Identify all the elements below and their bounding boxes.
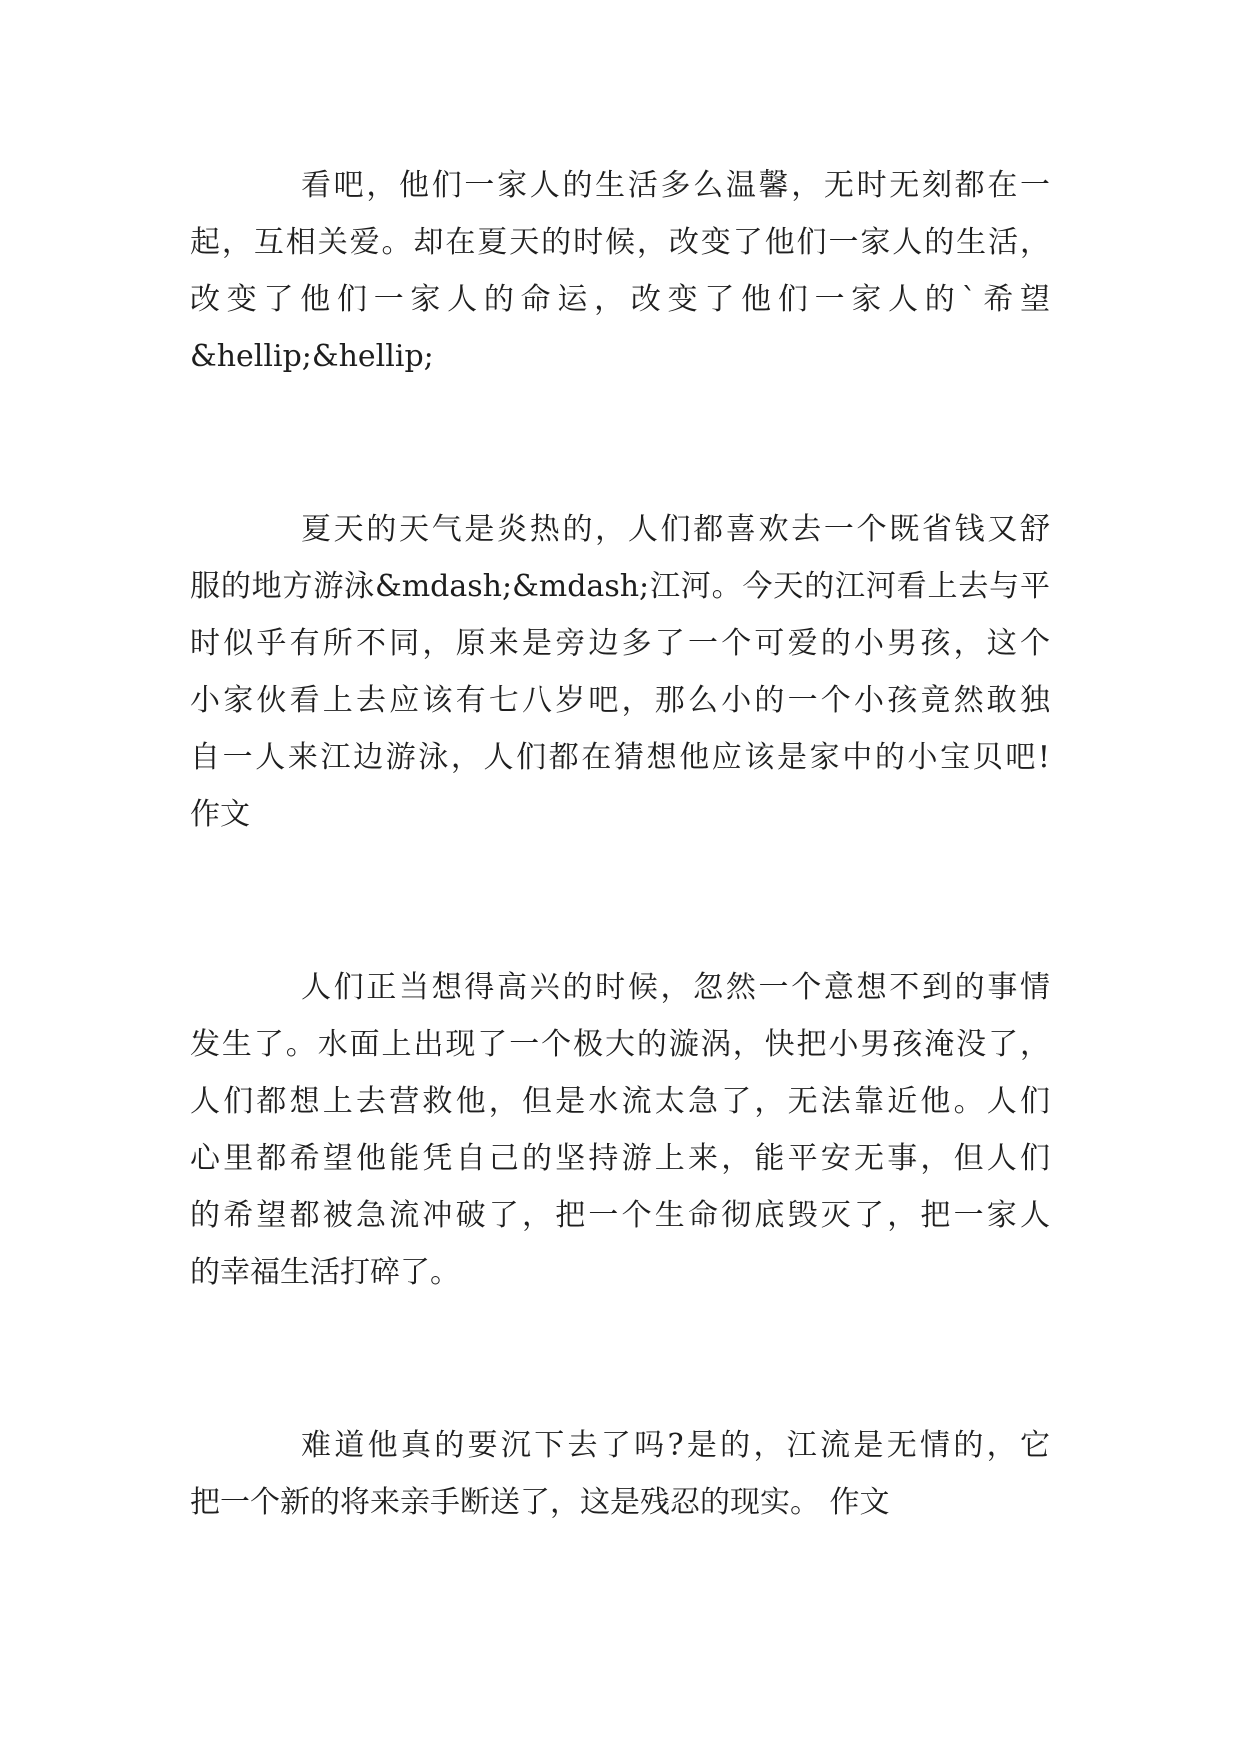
text-line: 夏天的天气是炎热的，人们都喜欢去一个既省钱又舒 <box>301 512 1050 547</box>
text-line: 的希望都被急流冲破了，把一个生命彻底毁灭了，把一家人 <box>190 1198 1050 1233</box>
text-line: 难道他真的要沉下去了吗?是的，江流是无情的，它 <box>301 1428 1050 1463</box>
text-line: 心里都希望他能凭自己的坚持游上来，能平安无事，但人们 <box>190 1141 1050 1176</box>
text-line: 人们都想上去营救他，但是水流太急了，无法靠近他。人们 <box>190 1084 1050 1119</box>
text-line: 发生了。水面上出现了一个极大的漩涡，快把小男孩淹没了， <box>190 1027 1050 1062</box>
text-line: 作文 <box>190 797 250 832</box>
text-line: 改变了他们一家人的命运，改变了他们一家人的`希望 <box>190 282 1050 317</box>
text-line: 服的地方游泳&mdash;&mdash;江河。今天的江河看上去与平 <box>190 569 1050 604</box>
text-line: 人们正当想得高兴的时候，忽然一个意想不到的事情 <box>301 970 1050 1005</box>
text-line: 自一人来江边游泳，人们都在猜想他应该是家中的小宝贝吧! <box>190 740 1050 775</box>
text-line: 的幸福生活打碎了。 <box>190 1255 460 1290</box>
text-line: 小家伙看上去应该有七八岁吧，那么小的一个小孩竟然敢独 <box>190 683 1050 718</box>
text-line: 起，互相关爱。却在夏天的时候，改变了他们一家人的生活， <box>190 225 1050 260</box>
text-line: 看吧，他们一家人的生活多么温馨，无时无刻都在一 <box>301 168 1050 203</box>
text-line: &hellip;&hellip; <box>190 339 434 374</box>
text-line: 时似乎有所不同，原来是旁边多了一个可爱的小男孩，这个 <box>190 626 1050 661</box>
text-line: 把一个新的将来亲手断送了，这是残忍的现实。 作文 <box>190 1485 890 1520</box>
